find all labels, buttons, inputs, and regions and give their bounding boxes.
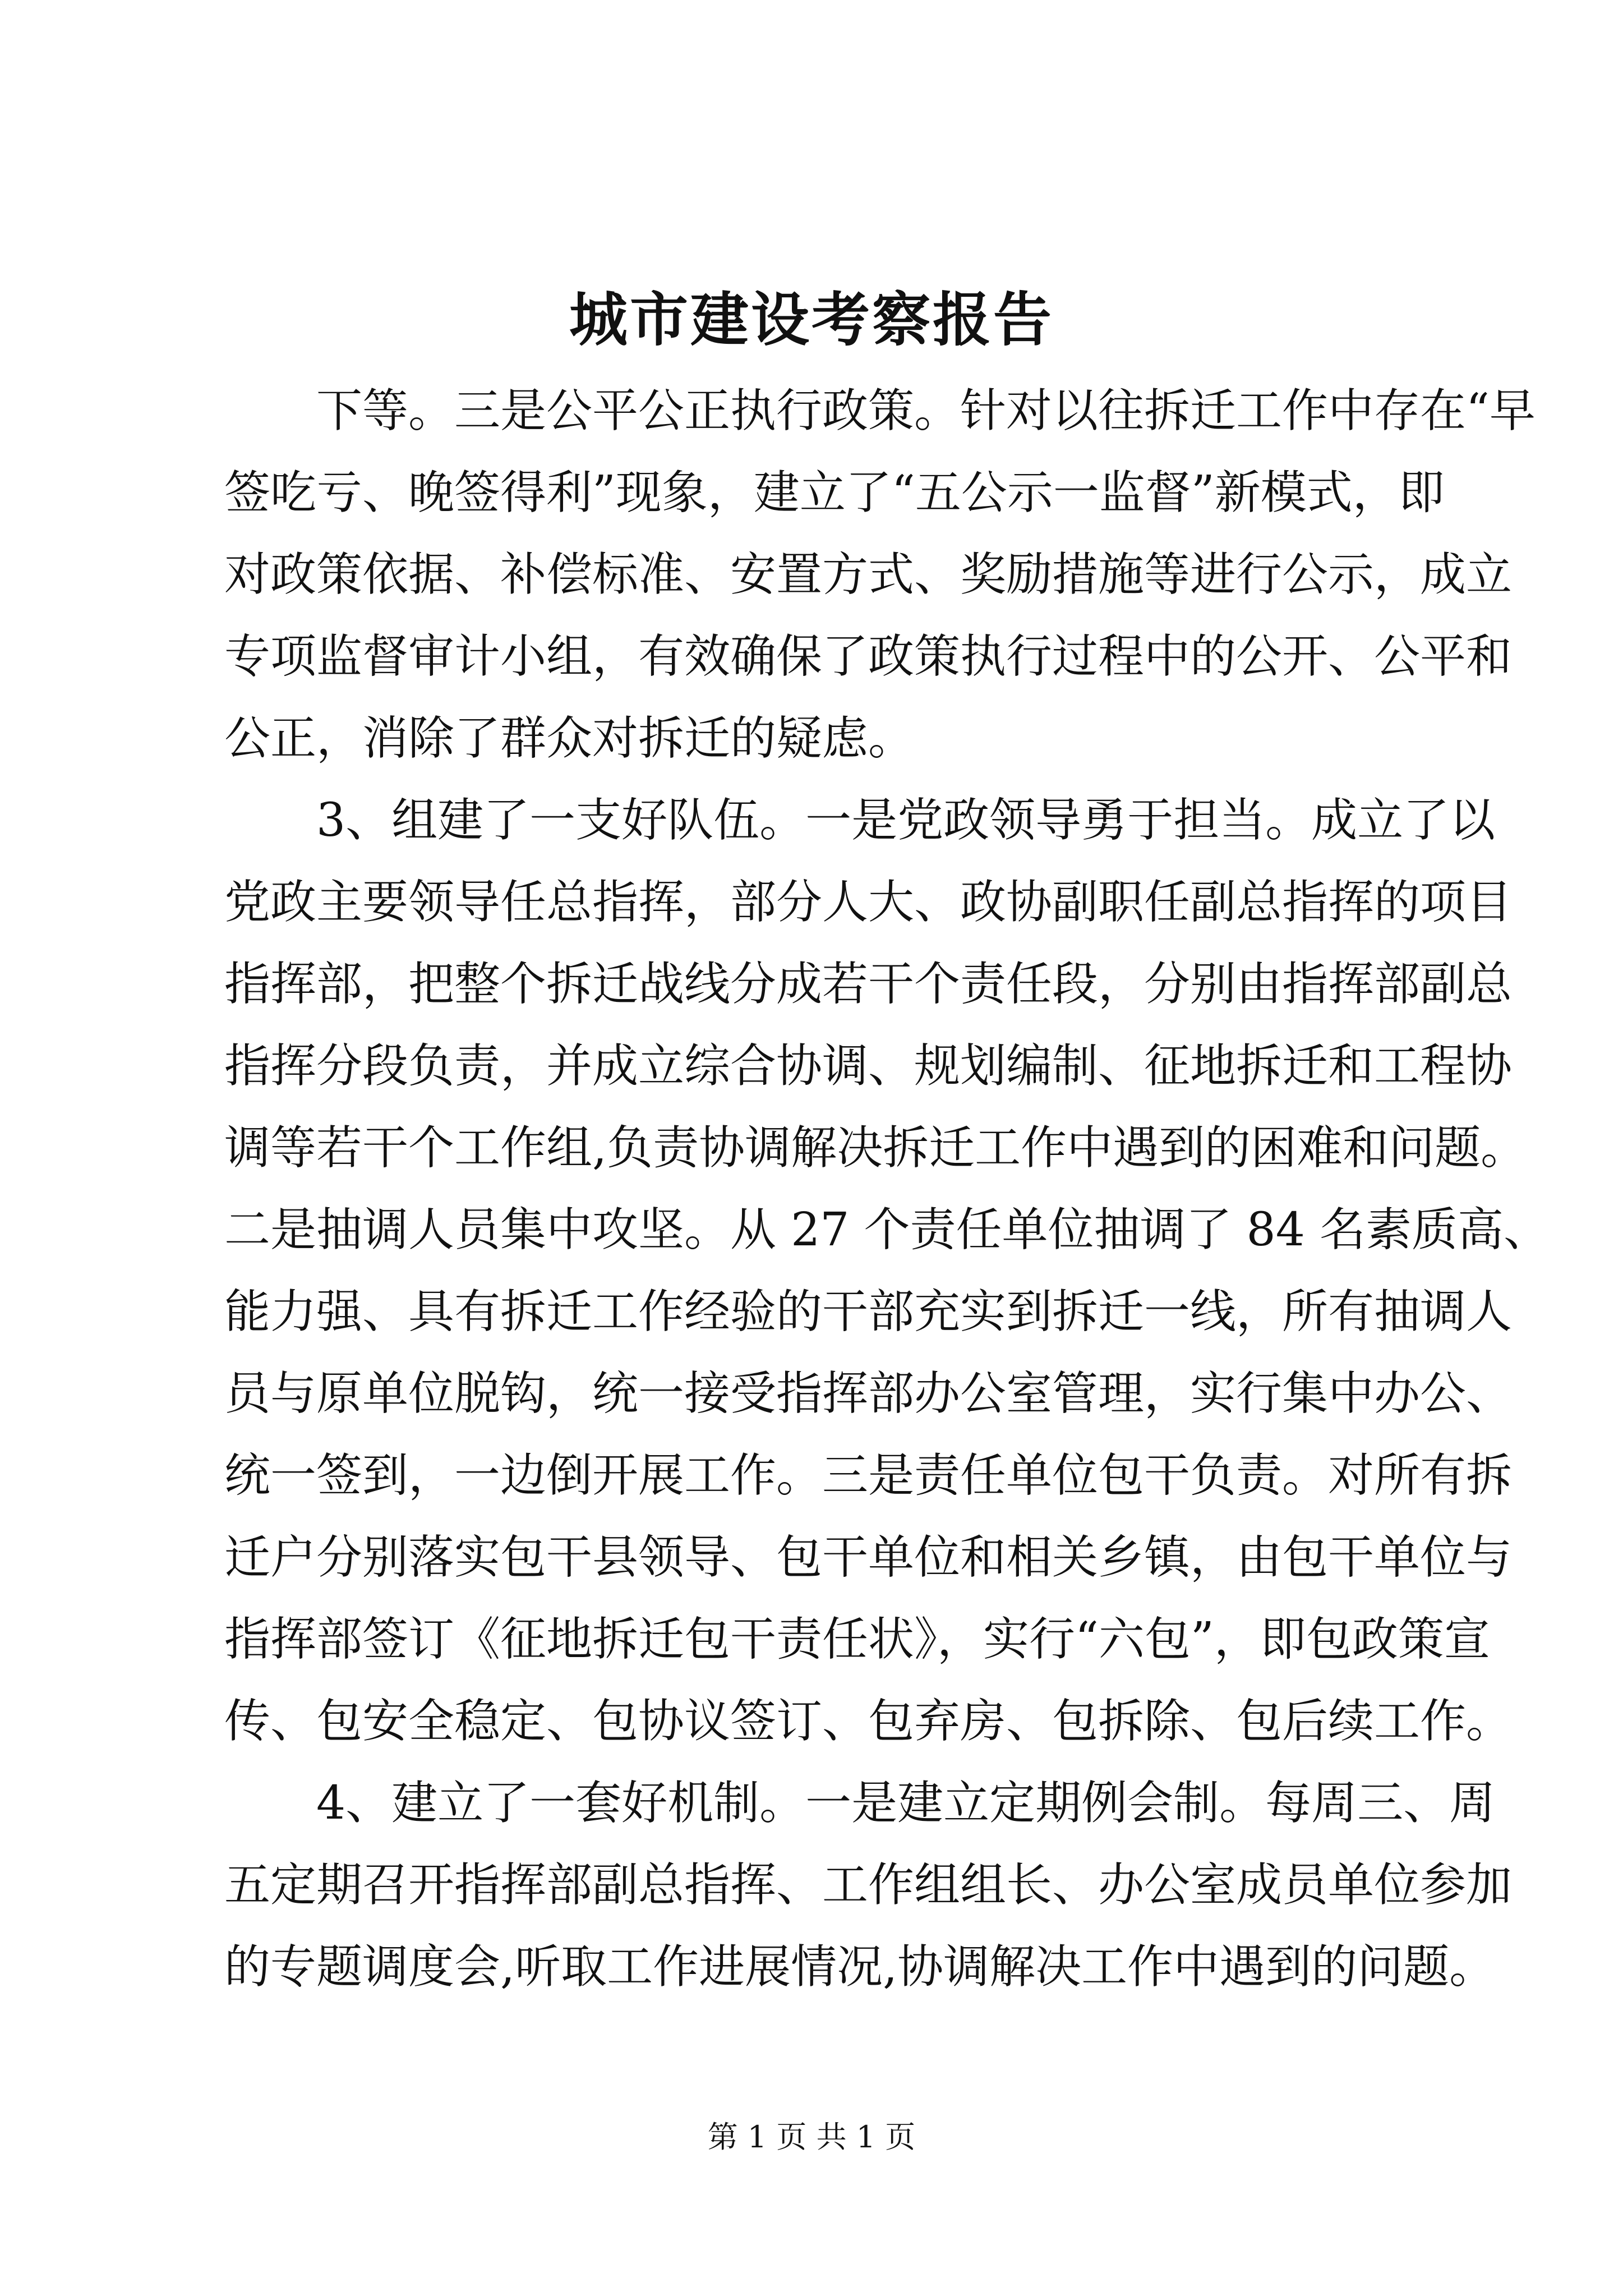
- text-line: 指挥部，把整个拆迁战线分成若干个责任段，分别由指挥部副总: [224, 958, 1513, 1011]
- page-footer: 第 1 页 共 1 页: [707, 2119, 916, 2155]
- text-line: 调等若干个工作组,负责协调解决拆迁工作中遇到的困难和问题。: [224, 1121, 1527, 1175]
- document-title: 城市建设考察报告: [569, 285, 1054, 354]
- text-line: 专项监督审计小组，有效确保了政策执行过程中的公开、公平和: [224, 630, 1513, 683]
- text-line: 对政策依据、补偿标准、安置方式、奖励措施等进行公示，成立: [224, 548, 1513, 601]
- text-line: 签吃亏、晚签得利”现象，建立了“五公示一监督”新模式，即: [224, 466, 1445, 519]
- text-line: 3、组建了一支好队伍。一是党政领导勇于担当。成立了以: [316, 794, 1496, 847]
- text-line: 统一签到，一边倒开展工作。三是责任单位包干负责。对所有拆: [224, 1449, 1513, 1502]
- text-line: 传、包安全稳定、包协议签订、包弃房、包拆除、包后续工作。: [224, 1695, 1513, 1748]
- text-line: 公正，消除了群众对拆迁的疑虑。: [224, 712, 915, 765]
- text-line: 指挥分段负责，并成立综合协调、规划编制、征地拆迁和工程协: [224, 1039, 1513, 1093]
- text-line: 下等。三是公平公正执行政策。针对以往拆迁工作中存在“早: [316, 384, 1536, 438]
- text-line: 指挥部签订《征地拆迁包干责任状》，实行“六包”，即包政策宣: [224, 1613, 1490, 1666]
- text-line: 二是抽调人员集中攻坚。从 27 个责任单位抽调了 84 名素质高、: [224, 1203, 1550, 1257]
- document-body: [224, 370, 1550, 2008]
- text-line: 4、建立了一套好机制。一是建立定期例会制。每周三、周: [316, 1777, 1496, 1830]
- text-line: 迁户分别落实包干县领导、包干单位和相关乡镇，由包干单位与: [224, 1531, 1513, 1584]
- text-line: 的专题调度会,听取工作进展情况,协调解决工作中遇到的问题。: [224, 1940, 1496, 1994]
- text-line: 员与原单位脱钩，统一接受指挥部办公室管理，实行集中办公、: [224, 1367, 1513, 1420]
- text-line: 五定期召开指挥部副总指挥、工作组组长、办公室成员单位参加: [224, 1858, 1513, 1912]
- text-line: 党政主要领导任总指挥，部分人大、政协副职任副总指挥的项目: [224, 876, 1513, 929]
- text-line: 能力强、具有拆迁工作经验的干部充实到拆迁一线，所有抽调人: [224, 1285, 1513, 1338]
